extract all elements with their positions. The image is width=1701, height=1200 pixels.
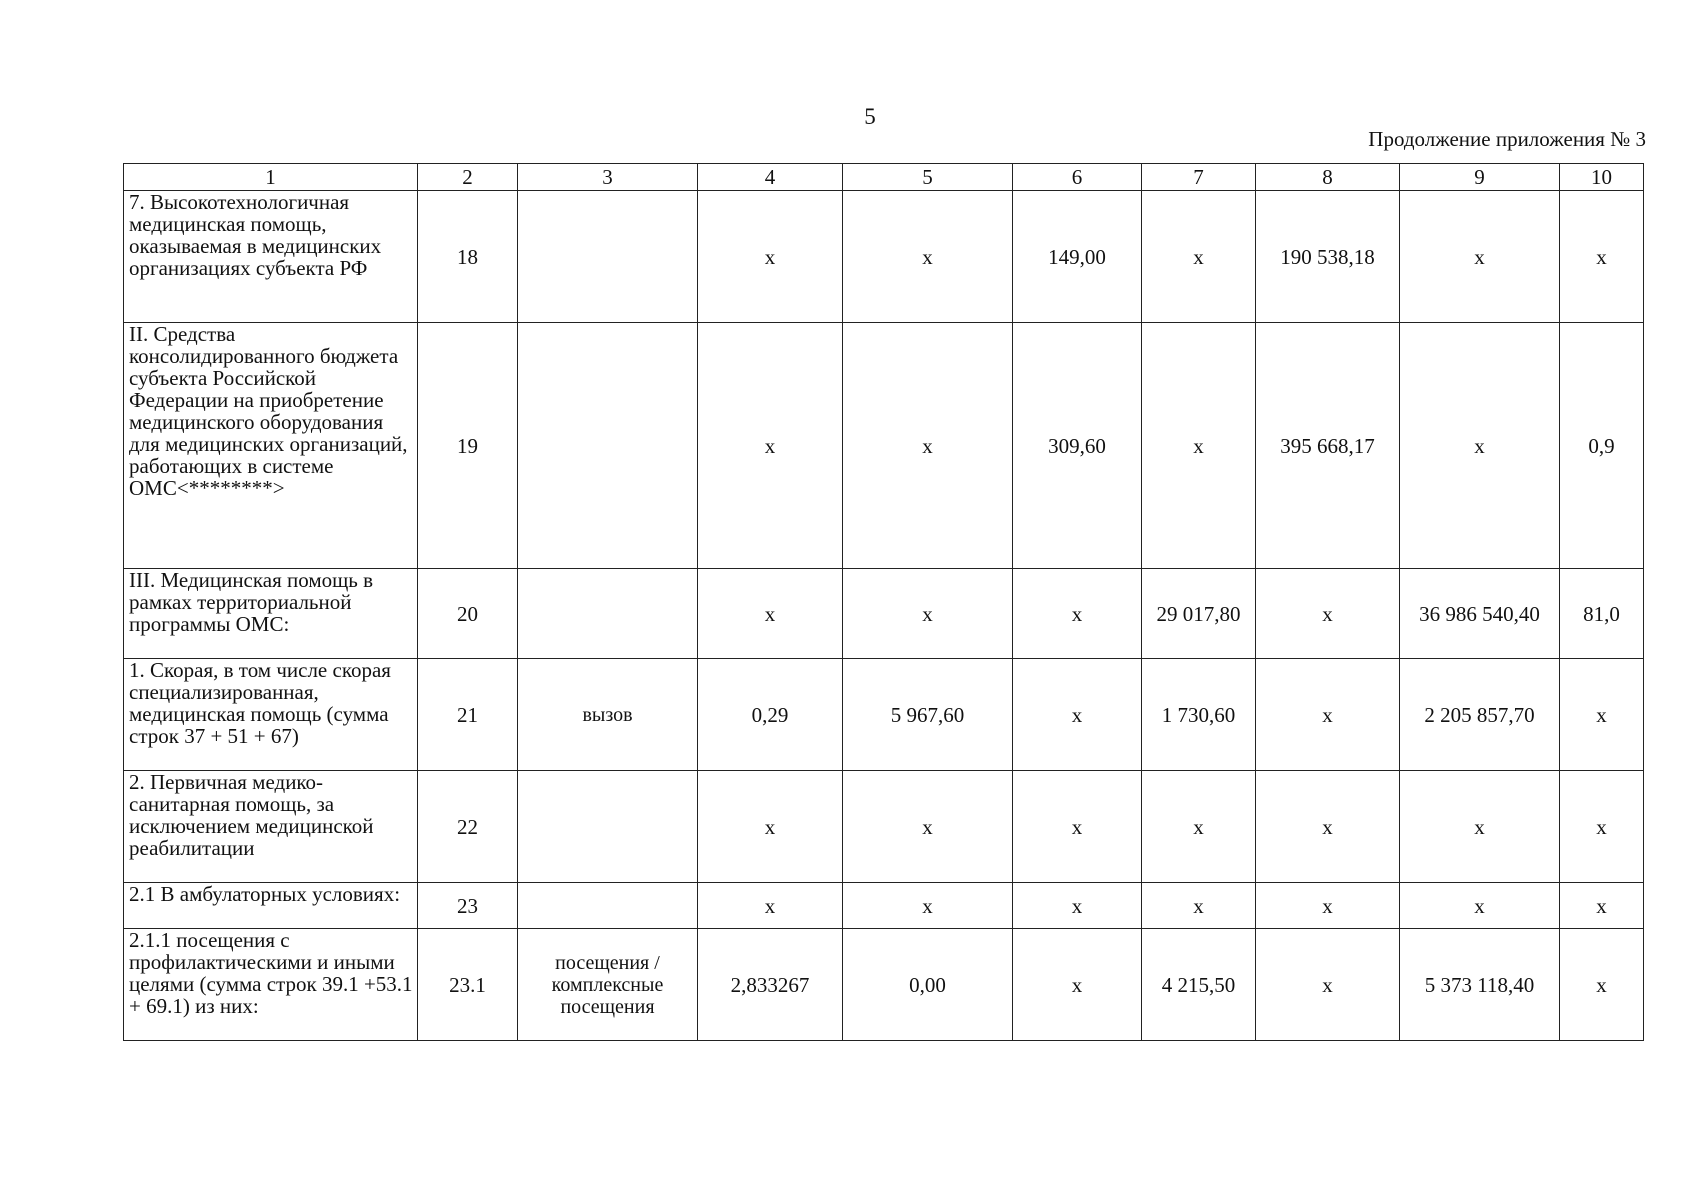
cell-col8: х <box>1256 883 1400 929</box>
cell-col6: х <box>1013 771 1142 883</box>
cell-col4: 0,29 <box>698 659 843 771</box>
cell-col7: х <box>1142 771 1256 883</box>
column-number: 6 <box>1013 164 1142 191</box>
cell-col4: х <box>698 883 843 929</box>
row-code: 18 <box>418 191 518 323</box>
row-name: 2. Первичная медико-санитарная помощь, за исключением медицинской реабилитации <box>124 771 418 883</box>
row-code: 22 <box>418 771 518 883</box>
cell-col5: х <box>843 323 1013 569</box>
cell-col5: 0,00 <box>843 929 1013 1041</box>
cell-col10: 81,0 <box>1560 569 1644 659</box>
cell-col10: х <box>1560 929 1644 1041</box>
column-number: 5 <box>843 164 1013 191</box>
row-code: 19 <box>418 323 518 569</box>
cell-col8: 395 668,17 <box>1256 323 1400 569</box>
cell-col4: 2,833267 <box>698 929 843 1041</box>
cell-col6: 309,60 <box>1013 323 1142 569</box>
cell-col6: х <box>1013 929 1142 1041</box>
table-row <box>124 883 1644 929</box>
column-number-row <box>124 164 1644 191</box>
row-code: 23.1 <box>418 929 518 1041</box>
cell-col9: 2 205 857,70 <box>1400 659 1560 771</box>
cell-col10: х <box>1560 191 1644 323</box>
row-code: 21 <box>418 659 518 771</box>
row-name: 2.1 В амбулаторных условиях: <box>124 883 418 929</box>
cell-col5: х <box>843 883 1013 929</box>
table-row <box>124 569 1644 659</box>
cell-col9: х <box>1400 771 1560 883</box>
row-unit: посещения / комплексные посещения <box>518 929 698 1041</box>
table-row <box>124 659 1644 771</box>
cell-col6: 149,00 <box>1013 191 1142 323</box>
row-name: 1. Скорая, в том числе скорая специализированная, медицинская помощь (сумма строк 37 + 51 + 67) <box>124 659 418 771</box>
cell-col10: х <box>1560 771 1644 883</box>
cell-col9: х <box>1400 323 1560 569</box>
financing-table <box>123 163 1644 1041</box>
cell-col4: х <box>698 771 843 883</box>
cell-col5: х <box>843 569 1013 659</box>
cell-col10: х <box>1560 883 1644 929</box>
row-name: II. Средства консолидированного бюджета субъекта Российской Федерации на приобретение медицинского оборудования для медицинских организаций, работающих в системе ОМС<********> <box>124 323 418 569</box>
row-unit <box>518 323 698 569</box>
cell-col6: х <box>1013 569 1142 659</box>
cell-col9: х <box>1400 191 1560 323</box>
cell-col7: 29 017,80 <box>1142 569 1256 659</box>
cell-col9: 5 373 118,40 <box>1400 929 1560 1041</box>
column-number: 10 <box>1560 164 1644 191</box>
cell-col6: х <box>1013 659 1142 771</box>
cell-col7: х <box>1142 883 1256 929</box>
cell-col7: х <box>1142 323 1256 569</box>
cell-col5: 5 967,60 <box>843 659 1013 771</box>
column-number: 3 <box>518 164 698 191</box>
cell-col5: х <box>843 191 1013 323</box>
column-number: 1 <box>124 164 418 191</box>
column-number: 9 <box>1400 164 1560 191</box>
column-number: 2 <box>418 164 518 191</box>
page-number: 5 <box>864 104 876 129</box>
column-number: 7 <box>1142 164 1256 191</box>
row-name: 7. Высокотехнологичная медицинская помощь, оказываемая в медицинских организациях субъекта РФ <box>124 191 418 323</box>
cell-col7: 1 730,60 <box>1142 659 1256 771</box>
cell-col8: 190 538,18 <box>1256 191 1400 323</box>
table-row <box>124 323 1644 569</box>
cell-col4: х <box>698 569 843 659</box>
table-row <box>124 771 1644 883</box>
cell-col8: х <box>1256 569 1400 659</box>
row-unit: вызов <box>518 659 698 771</box>
cell-col4: х <box>698 323 843 569</box>
cell-col6: х <box>1013 883 1142 929</box>
cell-col7: х <box>1142 191 1256 323</box>
cell-col10: 0,9 <box>1560 323 1644 569</box>
column-number: 8 <box>1256 164 1400 191</box>
cell-col9: 36 986 540,40 <box>1400 569 1560 659</box>
cell-col9: х <box>1400 883 1560 929</box>
cell-col5: х <box>843 771 1013 883</box>
cell-col4: х <box>698 191 843 323</box>
row-unit <box>518 883 698 929</box>
cell-col10: х <box>1560 659 1644 771</box>
row-name: III. Медицинская помощь в рамках территориальной программы ОМС: <box>124 569 418 659</box>
row-unit <box>518 569 698 659</box>
row-code: 23 <box>418 883 518 929</box>
row-name: 2.1.1 посещения с профилактическими и иными целями (сумма строк 39.1 +53.1 + 69.1) из них: <box>124 929 418 1041</box>
cell-col8: х <box>1256 929 1400 1041</box>
column-number: 4 <box>698 164 843 191</box>
row-unit <box>518 771 698 883</box>
row-unit <box>518 191 698 323</box>
cell-col7: 4 215,50 <box>1142 929 1256 1041</box>
cell-col8: х <box>1256 659 1400 771</box>
cell-col8: х <box>1256 771 1400 883</box>
table-row <box>124 929 1644 1041</box>
appendix-continuation-label: Продолжение приложения № 3 <box>1368 127 1646 151</box>
table-row <box>124 191 1644 323</box>
row-code: 20 <box>418 569 518 659</box>
